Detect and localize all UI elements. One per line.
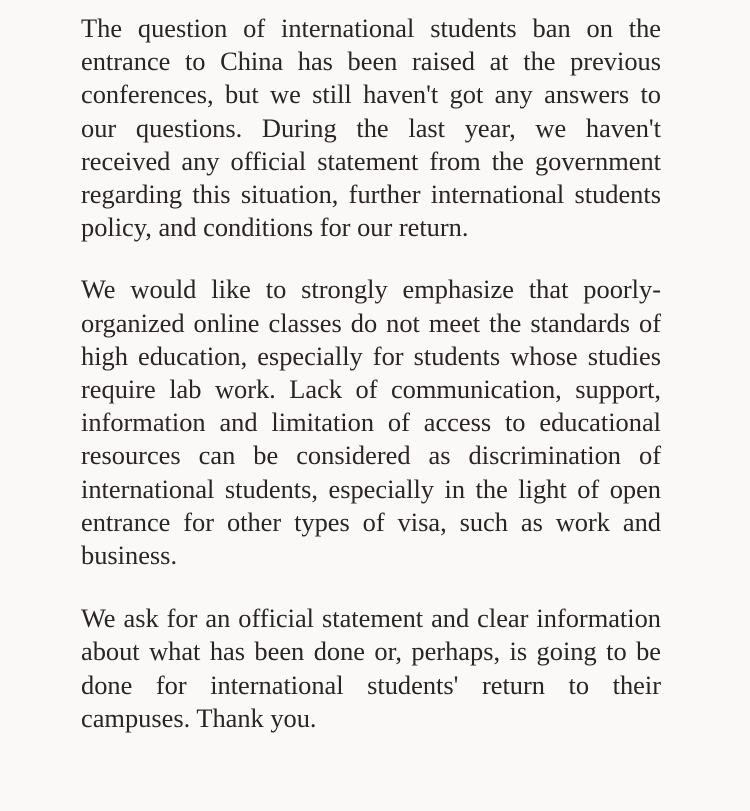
- paragraph-official-statement-request: We ask for an official statement and clear information about what has been done or, perhaps, is going to be done for international students' return to their campuses. Thank you.: [81, 603, 661, 733]
- paragraph-spacer: [81, 244, 661, 273]
- paragraph-ban-question: The question of international students ban on the entrance to China has been raised at the previous conferences, but we still haven't got any answers to our questions. During the last year, we haven't received any official statement from the government regarding this situation, further international students policy, and conditions for our return.: [81, 13, 661, 243]
- paragraph-spacer: [81, 572, 661, 602]
- paragraph-online-classes: We would like to strongly emphasize that poorly-organized online classes do not meet the standards of high education, especially for students whose studies require lab work. Lack of communication, support, information and limitation of access to educational resources can be considered as discrimination of international students, especially in the light of open entrance for other types of visa, such as work and business.: [81, 274, 661, 571]
